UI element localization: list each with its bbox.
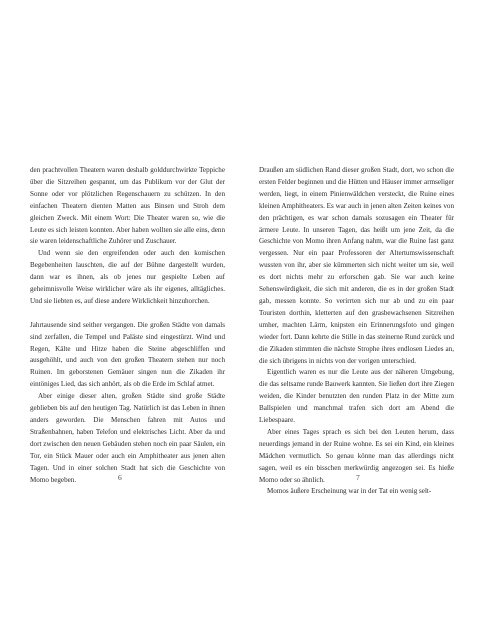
paragraph: Momos äußere Erscheinung war in der Tat ein wenig selt- — [267, 487, 432, 496]
paragraph: Draußen am südlichen Rand dieser großen Stadt, dort, wo schon die ersten Felder beginnen und die Hütten und Häuser immer armseliger werden, liegt, in einem Pinienwäldchen versteckt, die Ruine eines kleinen Amphitheaters. Es war auch in jenen alten Zeiten keines von den prächtigen, es war schon damals sozusagen ein Theater für ärmere Leute. In unseren Tagen, das heißt um jene Zeit, da die Geschichte von Momo ihren Anfang nahm, war die Ruine fast ganz vergessen. Nur ein paar Professoren der Altertumswissenschaft wussten von ihr, aber sie kümmerten sich nicht weiter um sie, weil es dort nichts mehr zu erforschen gab. Sie war auch keine Sehenswürdigkeit, die sich mit anderen, die es in der großen Stadt gab, messen konnte. So verirrten sich nur ab und zu ein paar Touristen dorthin, kletterten auf den grasbewachsenen Sitzreihen umher, machten Lärm, knipsten ein Erinnerungsfoto und gingen wieder fort. Dann kehrte die Stille in das steinerne Rund zurück und die Zikaden stimmten die nächste Strophe ihres endlosen Liedes an, die sich übrigens in nichts von der vorigen unterschied. — [259, 166, 454, 365]
left-page-text — [30, 165, 225, 486]
right-page-text — [259, 165, 454, 498]
paragraph: Aber einige dieser alten, großen Städte sind große Städte geblieben bis auf den heutigen Tag. Natürlich ist das Leben in ihnen anders geworden. Die Menschen fahren mit Autos und Straßenbahnen, haben Telefon und elektrisches Licht. Aber da und dort zwischen den neuen Gebäuden stehen noch ein paar Säulen, ein Tor, ein Stück Mauer oder auch ein Amphitheater aus jenen alten Tagen. Und in einer solchen Stadt hat sich die Geschichte von Momo begeben. — [30, 392, 225, 484]
paragraph: Und wenn sie den ergreifenden oder auch den komischen Begebenheiten lauschten, die auf der Bühne dargestellt wurden, dann war es ihnen, als ob jenes nur gespielte Leben auf geheimnisvolle Weise wirklicher wäre als ihr eigenes, alltägliches. Und sie liebten es, auf diese andere Wirklichkeit hinzuhorchen. — [30, 249, 225, 305]
page-number: 7 — [356, 473, 360, 482]
paragraph: Jahrtausende sind seither vergangen. Die großen Städte von damals sind zerfallen, die Tempel und Paläste sind eingestürzt. Wind und Regen, Kälte und Hitze haben die Steine abgeschliffen und ausgehöhlt, und auch von den großen Theatern stehen nur noch Ruinen. Im geborstenen Gemäuer singen nun die Zikaden ihr eintöniges Lied, das sich anhört, als ob die Erde im Schlaf atmet. — [30, 320, 225, 389]
paragraph: Aber eines Tages sprach es sich bei den Leuten herum, dass neuerdings jemand in der Ruine wohne. Es sei ein Kind, ein kleines Mädchen vermutlich. So genau könne man das allerdings nicht sagen, weil es ein bisschen merkwürdig angezogen sei. Es hieße Momo oder so ähnlich. — [259, 427, 454, 484]
paragraph: den prachtvollen Theatern waren deshalb golddurchwirkte Teppiche über die Sitzreihen gespannt, um das Publikum vor der Glut der Sonne oder vor plötzlichen Regenschauern zu schützen. In den einfachen Theatern dienten Matten aus Binsen und Stroh dem gleichen Zweck. Mit einem Wort: Die Theater waren so, wie die Leute es sich leisten konnten. Aber haben wollten sie alle eins, denn sie waren leidenschaftliche Zuhörer und Zuschauer. — [30, 166, 225, 246]
page-number: 6 — [118, 473, 122, 482]
paragraph: Eigentlich waren es nur die Leute aus der näheren Umgebung, die das seltsame runde Bauwerk kannten. Sie ließen dort ihre Ziegen weiden, die Kinder benutzten den runden Platz in der Mitte zum Ballspielen und manchmal trafen sich dort am Abend die Liebespaare. — [259, 368, 454, 425]
